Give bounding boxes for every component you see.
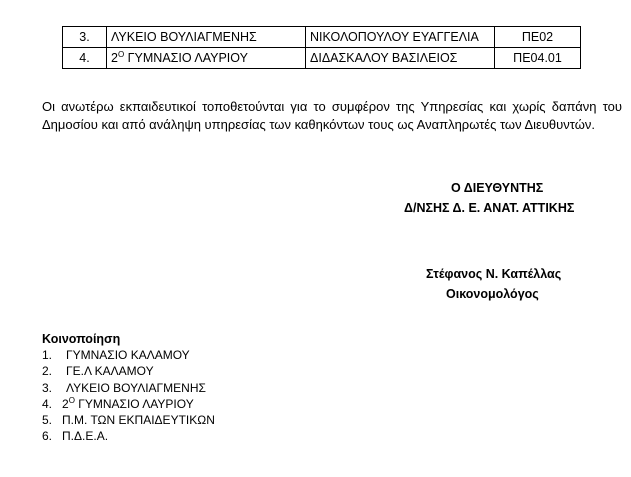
list-item: 2. ΓΕ.Λ ΚΑΛΑΜΟΥ [42, 364, 154, 379]
specialty-code: ΠΕ04.01 [495, 48, 581, 69]
teacher-name: ΔΙΔΑΣΚΑΛΟΥ ΒΑΣΙΛΕΙΟΣ [306, 48, 495, 69]
school-name: ΛΥΚΕΙΟ ΒΟΥΛΙΑΓΜΕΝΗΣ [107, 27, 306, 48]
cc-heading: Κοινοποίηση [42, 332, 121, 346]
table-row [63, 48, 581, 69]
decision-paragraph: Οι ανωτέρω εκπαιδευτικοί τοποθετούνται για το συμφέρον της Υπηρεσίας και χωρίς δαπάνη του Δημοσίου και από ανάληψη υπηρεσίας των καθηκόντων τους ως Αναπληρωτές των Διευθυντών. [42, 99, 622, 132]
signer-name: Στέφανος Ν. Καπέλλας [426, 267, 562, 281]
table-row [63, 27, 581, 48]
row-number: 4. [63, 48, 107, 69]
signer-role: Οικονομολόγος [446, 287, 539, 301]
row-number: 3. [63, 27, 107, 48]
list-item: 3. ΛΥΚΕΙΟ ΒΟΥΛΙΑΓΜΕΝΗΣ [42, 380, 206, 395]
cc-list [42, 347, 215, 445]
school-name: $2^O$ ΓΥΜΝΑΣΙΟ ΛΑΥΡΙΟΥ [107, 48, 306, 69]
list-item: 4. $2^O$ ΓΥΜΝΑΣΙΟ ΛΑΥΡΙΟΥ [42, 395, 194, 411]
assignment-table [62, 26, 581, 69]
list-item: 1. ΓΥΜΝΑΣΙΟ ΚΑΛΑΜΟΥ [42, 348, 190, 362]
list-item: 6. Π.Δ.Ε.Α. [42, 429, 109, 444]
director-title: Ο ΔΙΕΥΘΥΝΤΗΣ [451, 181, 544, 195]
specialty-code: ΠΕ02 [495, 27, 581, 48]
teacher-name: ΝΙΚΟΛΟΠΟΥΛΟΥ ΕΥΑΓΓΕΛΙΑ [306, 27, 495, 48]
directorate-name: Δ/ΝΣΗΣ Δ. Ε. ΑΝΑΤ. ΑΤΤΙΚΗΣ [404, 201, 575, 215]
list-item: 5. Π.Μ. ΤΩΝ ΕΚΠΑΙΔΕΥΤΙΚΩΝ [42, 413, 215, 428]
